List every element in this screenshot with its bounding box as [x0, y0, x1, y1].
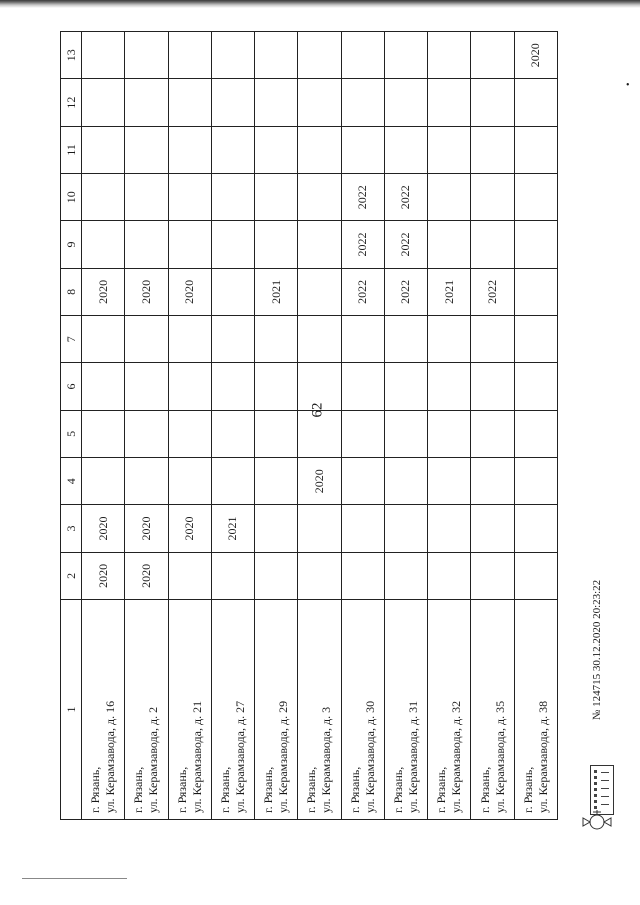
year-cell	[471, 79, 514, 126]
year-cell	[471, 316, 514, 363]
table-row	[514, 32, 557, 820]
year-cell	[514, 316, 557, 363]
year-cell	[298, 410, 341, 457]
year-cell	[168, 363, 211, 410]
address-street: ул. Керамзавода, д. 31	[405, 700, 420, 813]
address-city: г. Рязань,	[347, 766, 362, 813]
year-cell	[514, 505, 557, 552]
year-cell: 2020	[82, 552, 125, 599]
year-cell	[255, 32, 298, 79]
registration-mark: № 124715 30.12.2020 20:23:22	[591, 579, 603, 721]
year-cell	[384, 316, 427, 363]
table-body	[82, 32, 558, 820]
address-city: г. Рязань,	[174, 766, 189, 813]
year-cell	[384, 505, 427, 552]
address-street: ул. Керамзавода, д. 30	[362, 700, 377, 813]
year-cell	[298, 126, 341, 173]
year-cell	[168, 410, 211, 457]
table-row	[211, 32, 254, 820]
address-cell	[341, 600, 384, 820]
year-cell	[211, 316, 254, 363]
year-cell	[514, 79, 557, 126]
year-cell	[298, 79, 341, 126]
year-cell	[341, 410, 384, 457]
column-header-3: 3	[61, 505, 82, 552]
year-cell: 2020	[125, 268, 168, 315]
year-cell	[125, 32, 168, 79]
year-cell	[471, 363, 514, 410]
table-row	[255, 32, 298, 820]
year-cell	[211, 363, 254, 410]
year-cell	[168, 32, 211, 79]
year-cell	[211, 268, 254, 315]
year-cell	[384, 32, 427, 79]
year-cell: 2022	[384, 221, 427, 268]
year-cell	[384, 79, 427, 126]
year-cell	[298, 363, 341, 410]
column-header-9: 9	[61, 221, 82, 268]
year-cell	[82, 174, 125, 221]
column-header-11: 11	[61, 126, 82, 173]
year-cell: 2022	[341, 221, 384, 268]
address-cell	[255, 600, 298, 820]
address-city: г. Рязань,	[520, 766, 535, 813]
column-header-2: 2	[61, 552, 82, 599]
year-cell	[125, 79, 168, 126]
year-cell: 2020	[168, 505, 211, 552]
address-city: г. Рязань,	[88, 766, 103, 813]
year-cell	[125, 174, 168, 221]
address-street: ул. Керамзавода, д. 38	[535, 700, 550, 813]
year-cell	[255, 126, 298, 173]
column-header-4: 4	[61, 458, 82, 505]
stamp-box	[590, 765, 614, 815]
address-city: г. Рязань,	[261, 766, 276, 813]
year-cell	[298, 505, 341, 552]
address-cell	[471, 600, 514, 820]
year-cell: 2020	[125, 552, 168, 599]
year-cell	[211, 79, 254, 126]
year-cell	[125, 410, 168, 457]
year-cell	[168, 79, 211, 126]
year-cell	[255, 174, 298, 221]
year-cell	[168, 174, 211, 221]
column-header-12: 12	[61, 79, 82, 126]
column-header-10: 10	[61, 174, 82, 221]
table-row	[428, 32, 471, 820]
year-cell	[428, 32, 471, 79]
year-cell	[211, 410, 254, 457]
year-cell	[125, 363, 168, 410]
address-city: г. Рязань,	[477, 766, 492, 813]
year-cell	[341, 505, 384, 552]
year-cell: 2022	[384, 268, 427, 315]
margin-mark: •	[626, 80, 630, 91]
year-cell	[428, 363, 471, 410]
footer-line	[22, 878, 127, 879]
schedule-table	[60, 31, 558, 820]
year-cell	[298, 268, 341, 315]
table-row	[82, 32, 125, 820]
year-cell	[514, 552, 557, 599]
table-row	[168, 32, 211, 820]
year-cell	[428, 505, 471, 552]
year-cell	[211, 458, 254, 505]
year-cell	[125, 316, 168, 363]
year-cell	[428, 79, 471, 126]
address-cell	[211, 600, 254, 820]
year-cell: 2022	[471, 268, 514, 315]
year-cell	[341, 316, 384, 363]
address-cell	[298, 600, 341, 820]
stamp-pattern-icon	[591, 766, 613, 814]
year-cell	[341, 363, 384, 410]
column-header-5: 5	[61, 410, 82, 457]
column-header-7: 7	[61, 316, 82, 363]
table-row	[298, 32, 341, 820]
year-cell	[384, 458, 427, 505]
year-cell	[82, 32, 125, 79]
column-header-8: 8	[61, 268, 82, 315]
year-cell: 2020	[82, 268, 125, 315]
year-cell	[471, 221, 514, 268]
year-cell	[384, 552, 427, 599]
address-city: г. Рязань,	[434, 766, 449, 813]
column-header-13: 13	[61, 32, 82, 79]
year-cell	[255, 410, 298, 457]
year-cell	[211, 126, 254, 173]
table-row	[341, 32, 384, 820]
year-cell	[471, 174, 514, 221]
table-row	[471, 32, 514, 820]
year-cell	[428, 552, 471, 599]
address-city: г. Рязань,	[131, 766, 146, 813]
year-cell	[341, 79, 384, 126]
year-cell	[82, 316, 125, 363]
address-street: ул. Керамзавода, д. 29	[276, 700, 291, 813]
address-street: ул. Керамзавода, д. 32	[449, 700, 464, 813]
year-cell: 2020	[168, 268, 211, 315]
year-cell: 2022	[341, 174, 384, 221]
year-cell: 2021	[211, 505, 254, 552]
year-cell	[428, 174, 471, 221]
year-cell	[255, 552, 298, 599]
year-cell	[428, 126, 471, 173]
year-cell: 2022	[341, 268, 384, 315]
year-cell	[168, 126, 211, 173]
year-cell	[125, 458, 168, 505]
year-cell	[298, 316, 341, 363]
address-city: г. Рязань,	[390, 766, 405, 813]
year-cell	[298, 552, 341, 599]
year-cell	[341, 458, 384, 505]
address-cell	[428, 600, 471, 820]
address-cell	[82, 600, 125, 820]
year-cell	[82, 79, 125, 126]
year-cell	[384, 410, 427, 457]
address-street: ул. Керамзавода, д. 2	[146, 706, 161, 813]
year-cell	[82, 126, 125, 173]
year-cell	[82, 458, 125, 505]
year-cell	[428, 410, 471, 457]
year-cell	[298, 221, 341, 268]
scan-edge	[0, 0, 640, 8]
year-cell: 2020	[298, 458, 341, 505]
year-cell	[255, 221, 298, 268]
year-cell	[471, 552, 514, 599]
year-cell	[471, 505, 514, 552]
address-cell	[514, 600, 557, 820]
year-cell	[82, 221, 125, 268]
year-cell	[384, 126, 427, 173]
year-cell	[428, 458, 471, 505]
year-cell	[211, 174, 254, 221]
address-street: ул. Керамзавода, д. 35	[492, 700, 507, 813]
year-cell: 2020	[82, 505, 125, 552]
year-cell	[255, 79, 298, 126]
header-row	[61, 32, 82, 820]
address-city: г. Рязань,	[304, 766, 319, 813]
year-cell: 2021	[428, 268, 471, 315]
year-cell	[168, 316, 211, 363]
year-cell	[125, 126, 168, 173]
year-cell	[514, 458, 557, 505]
year-cell	[125, 221, 168, 268]
address-street: ул. Керамзавода, д. 3	[319, 706, 334, 813]
year-cell	[255, 316, 298, 363]
address-cell	[125, 600, 168, 820]
year-cell	[255, 505, 298, 552]
year-cell	[211, 221, 254, 268]
year-cell	[168, 552, 211, 599]
year-cell	[255, 458, 298, 505]
year-cell	[471, 126, 514, 173]
year-cell	[471, 458, 514, 505]
table-wrapper	[60, 32, 558, 820]
year-cell	[514, 126, 557, 173]
year-cell: 2020	[514, 32, 557, 79]
year-cell	[298, 174, 341, 221]
year-cell	[514, 221, 557, 268]
year-cell	[298, 32, 341, 79]
year-cell	[341, 32, 384, 79]
address-city: г. Рязань,	[217, 766, 232, 813]
year-cell: 2022	[384, 174, 427, 221]
year-cell	[514, 174, 557, 221]
year-cell	[428, 316, 471, 363]
year-cell	[341, 126, 384, 173]
year-cell	[471, 32, 514, 79]
year-cell	[211, 32, 254, 79]
year-cell	[255, 363, 298, 410]
year-cell	[384, 363, 427, 410]
address-street: ул. Керамзавода, д. 21	[189, 700, 204, 813]
year-cell	[341, 552, 384, 599]
year-cell	[514, 363, 557, 410]
year-cell	[211, 552, 254, 599]
year-cell	[82, 363, 125, 410]
page-number: 62	[309, 402, 326, 418]
year-cell	[168, 458, 211, 505]
year-cell: 2021	[255, 268, 298, 315]
year-cell	[471, 410, 514, 457]
address-street: ул. Керамзавода, д. 16	[103, 700, 118, 813]
year-cell	[168, 221, 211, 268]
column-header-1: 1	[61, 600, 82, 820]
year-cell	[514, 268, 557, 315]
year-cell	[82, 410, 125, 457]
year-cell: 2020	[125, 505, 168, 552]
address-cell	[168, 600, 211, 820]
year-cell	[428, 221, 471, 268]
column-header-6: 6	[61, 363, 82, 410]
table-row	[125, 32, 168, 820]
year-cell	[514, 410, 557, 457]
table-row	[384, 32, 427, 820]
address-cell	[384, 600, 427, 820]
address-street: ул. Керамзавода, д. 27	[232, 700, 247, 813]
